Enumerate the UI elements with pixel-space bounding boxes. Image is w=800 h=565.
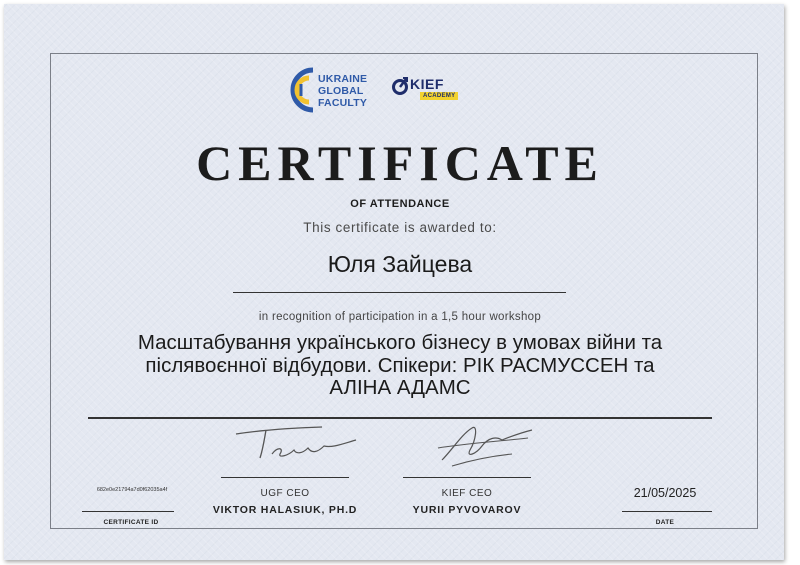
recipient-underline — [233, 292, 566, 293]
certificate-frame — [50, 53, 758, 529]
signer-1-name: VIKTOR HALASIUK, PH.D — [212, 504, 358, 516]
signer-1-role: UGF CEO — [260, 488, 310, 499]
ugf-logo-text — [318, 73, 367, 109]
ugf-line-2: GLOBAL — [318, 85, 364, 97]
kief-logo-icon — [391, 76, 409, 96]
signature-1-icon — [232, 424, 362, 466]
workshop-title-line-2: післявоєнної відбудови. Спікери: РІК РАСМУССЕН та — [145, 353, 655, 377]
section-divider — [88, 417, 712, 419]
workshop-title — [0, 332, 800, 400]
certificate-id-line — [82, 511, 174, 512]
certificate-id-value: 682e0e21794a7d0f62035a4f — [96, 487, 168, 493]
kief-academy-badge: ACADEMY — [420, 92, 458, 100]
certificate-id-label: CERTIFICATE ID — [103, 519, 159, 526]
recipient-name: Юля Зайцева — [327, 251, 473, 277]
date-value: 21/05/2025 — [633, 486, 697, 500]
certificate-title: CERTIFICATE — [196, 135, 604, 191]
signature-2-icon — [432, 420, 536, 470]
certificate-subtitle: OF ATTENDANCE — [350, 198, 450, 210]
ugf-line-3: FACULTY — [318, 97, 368, 109]
recognition-text: in recognition of participation in a 1,5 hour workshop — [258, 311, 542, 323]
date-line — [622, 511, 712, 512]
ugf-logo-icon — [287, 66, 317, 114]
signature-line-1 — [221, 477, 349, 478]
signature-line-2 — [403, 477, 531, 478]
workshop-title-line-3: АЛІНА АДАМС — [329, 376, 471, 399]
kief-logo-text: KIEF — [410, 76, 444, 92]
date-label: DATE — [655, 519, 675, 526]
awarded-text: This certificate is awarded to: — [303, 220, 497, 235]
ugf-line-1: UKRAINE — [318, 73, 368, 85]
signer-2-name: YURII PYVOVAROV — [412, 504, 522, 516]
workshop-title-line-1: Масштабування українського бізнесу в умовах війни та — [137, 331, 663, 354]
signer-2-role: KIEF CEO — [441, 488, 493, 499]
